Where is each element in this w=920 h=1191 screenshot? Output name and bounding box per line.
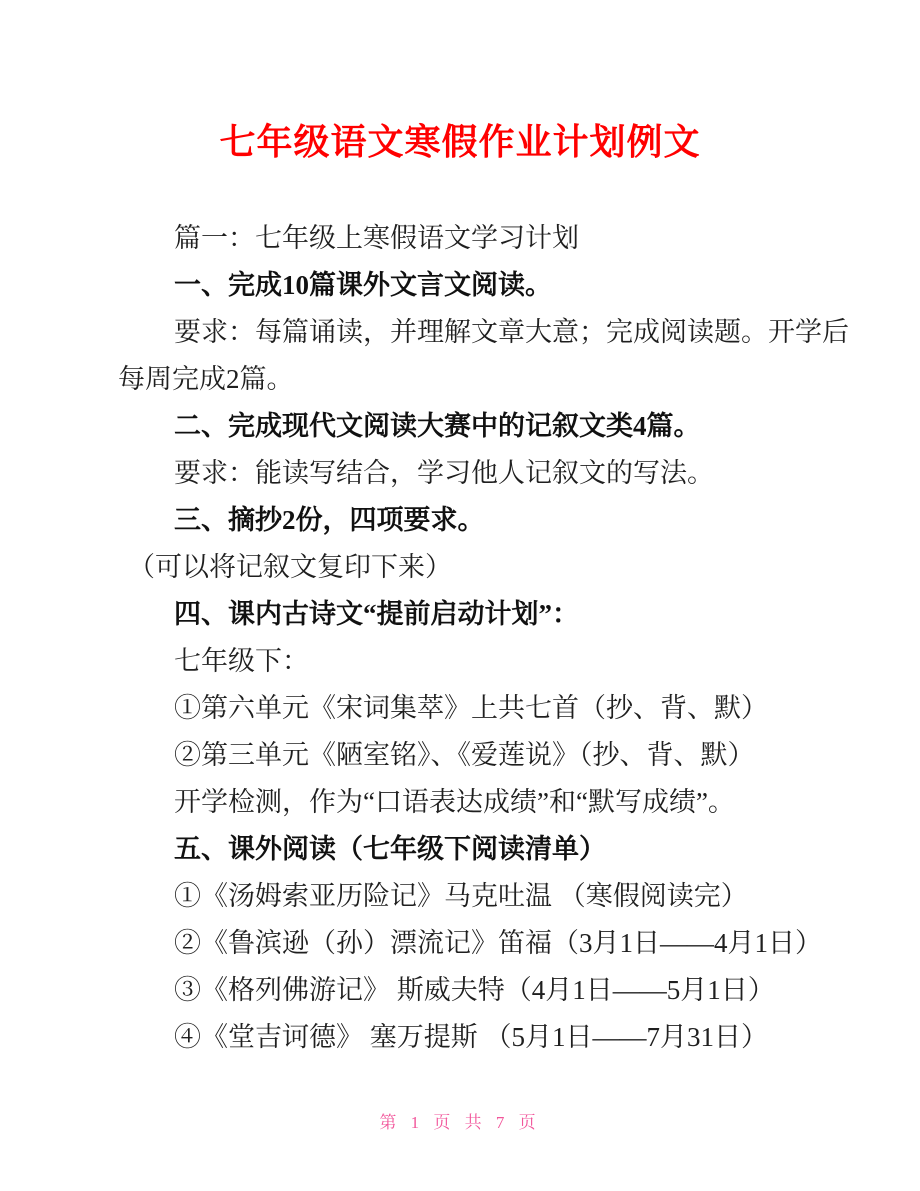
paragraph-line: 七年级下：	[174, 646, 309, 676]
section-heading: 一、完成10篇课外文言文阅读。	[174, 270, 552, 300]
paragraph-line: 开学检测，作为“口语表达成绩”和“默写成绩”。	[174, 787, 735, 817]
list-item-line: ④《堂吉诃德》 塞万提斯 （5月1日——7月31日）	[174, 1022, 768, 1052]
section-heading: 二、完成现代文阅读大赛中的记叙文类4篇。	[174, 411, 701, 441]
section-heading: 五、课外阅读（七年级下阅读清单）	[174, 834, 606, 864]
list-item-line: ①《汤姆索亚历险记》马克吐温 （寒假阅读完）	[174, 881, 748, 911]
paragraph-line: 篇一：七年级上寒假语文学习计划	[174, 223, 579, 253]
section-heading: 三、摘抄2份，四项要求。	[174, 505, 485, 535]
list-item-line: ②《鲁滨逊（孙）漂流记》笛福（3月1日——4月1日）	[174, 928, 822, 958]
document-title: 七年级语文寒假作业计划例文	[219, 121, 701, 162]
list-item-line: ②第三单元《陋室铭》、《爱莲说》（抄、背、默）	[174, 740, 755, 770]
paragraph-line: 要求：能读写结合，学习他人记叙文的写法。	[174, 458, 714, 488]
list-item-line: ①第六单元《宋词集萃》上共七首（抄、背、默）	[174, 693, 768, 723]
page-number-footer: 第 1 页 共 7 页	[379, 1113, 541, 1132]
paragraph-line: 每周完成2篇。	[118, 364, 294, 394]
section-heading: 四、课内古诗文“提前启动计划”：	[174, 599, 579, 629]
paragraph-line: 要求：每篇诵读，并理解文章大意；完成阅读题。开学后	[174, 317, 849, 347]
paragraph-line: （可以将记叙文复印下来）	[128, 552, 452, 582]
list-item-line: ③《格列佛游记》 斯威夫特（4月1日——5月1日）	[174, 975, 775, 1005]
document-body	[118, 215, 849, 1061]
